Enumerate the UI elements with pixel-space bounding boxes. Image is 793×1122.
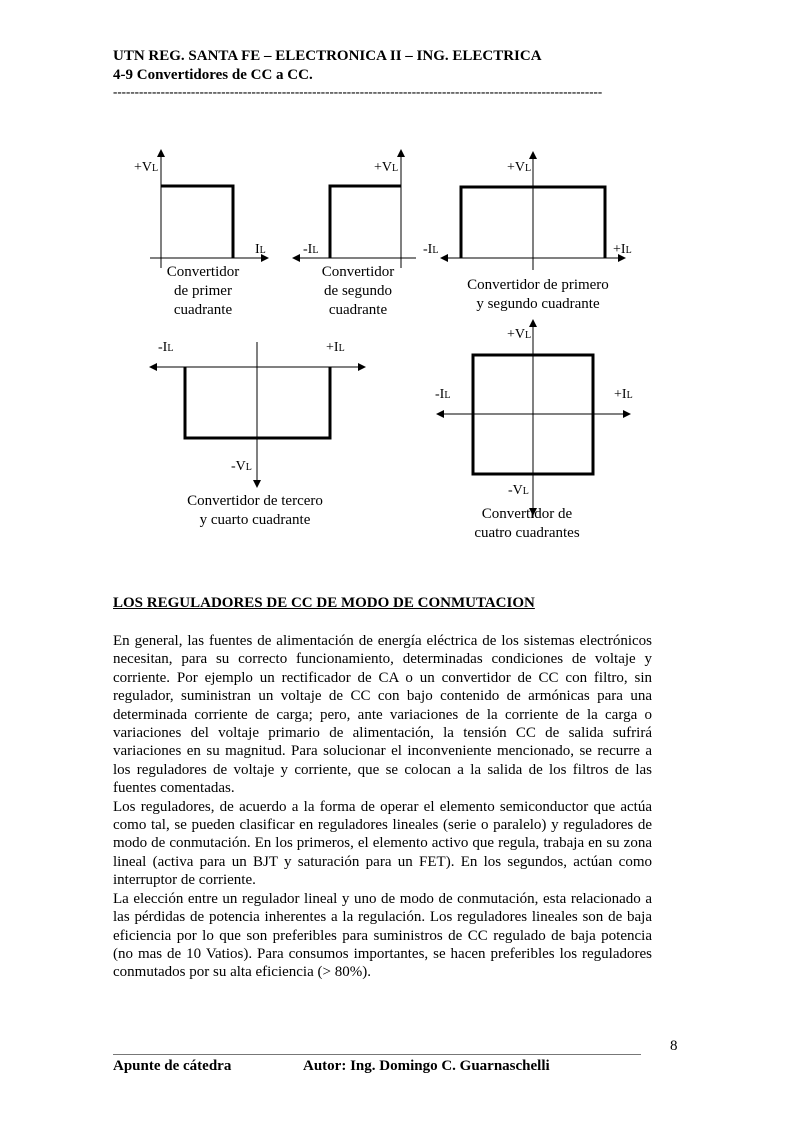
svg-text:-IL: -IL xyxy=(303,242,319,257)
svg-text:-VL: -VL xyxy=(508,483,529,498)
footer-course-notes: Apunte de cátedra xyxy=(113,1058,232,1074)
caption-four-quadrants: Convertidor de cuatro cuadrantes xyxy=(474,506,580,541)
svg-text:+VL: +VL xyxy=(134,160,159,175)
page-number: 8 xyxy=(670,1038,678,1054)
svg-text:+VL: +VL xyxy=(507,327,532,342)
caption-second-quadrant: Convertidor de segundo cuadrante xyxy=(321,264,395,318)
svg-text:+IL: +IL xyxy=(614,387,633,402)
diagram-third-fourth-quadrant xyxy=(150,340,365,487)
diagram-first-second-quadrant xyxy=(423,152,632,270)
caption-first-second-quadrant: Convertidor de primero y segundo cuadrante xyxy=(467,277,609,312)
diagram-second-quadrant xyxy=(293,150,416,268)
svg-text:+IL: +IL xyxy=(326,340,345,355)
section-body xyxy=(113,632,652,982)
document-header-title: UTN REG. SANTA FE – ELECTRONICA II – ING. ELECTRICA xyxy=(113,48,542,64)
paragraph: La elección entre un regulador lineal y uno de modo de conmutación, esta relacionado a las pérdidas de potencia inherentes a la regulación. Los reguladores lineales son de baja eficiencia por lo que son preferibles para suministros de CC regulado de baja potencia (no mas de 10 Vatios). Para consumos importantes, se hacen preferibles los reguladores conmutados por su alta eficiencia (> 80%). xyxy=(113,890,652,981)
footer-divider xyxy=(113,1054,641,1055)
caption-first-quadrant: Convertidor de primer cuadrante xyxy=(166,264,240,318)
diagram-first-quadrant xyxy=(134,150,268,268)
svg-text:+VL: +VL xyxy=(374,160,399,175)
svg-text:IL: IL xyxy=(255,242,266,257)
header-separator: ----------------------------------------------------------------------------------------------------------------- xyxy=(113,84,603,99)
svg-text:-IL: -IL xyxy=(423,242,439,257)
svg-text:+IL: +IL xyxy=(613,242,632,257)
paragraph: En general, las fuentes de alimentación de energía eléctrica de los sistemas electrónicos necesitan, para su correcto funcionamiento, determinadas condiciones de voltaje y corriente. Por ejemplo un rectificador de CA o un convertidor de CC con filtro, sin regulador, suministran un voltaje de CC con bajo contenido de armónicas para una determinada corriente de carga; pero, ante variaciones de la corriente de la carga o variaciones del voltaje primario de alimentación, la tensión CC de salida sufrirá variaciones en su magnitud. Para solucionar el inconveniente mencionado, se recurre a los reguladores de voltaje y corriente, que se colocan a la salida de los filtros de las fuentes comentadas. xyxy=(113,633,652,797)
svg-text:+VL: +VL xyxy=(507,160,532,175)
footer-author: Autor: Ing. Domingo C. Guarnaschelli xyxy=(303,1058,550,1074)
paragraph: Los reguladores, de acuerdo a la forma de operar el elemento semiconductor que actúa como tal, se pueden clasificar en reguladores lineales (serie o paralelo) y reguladores de modo de conmutación. En los primeros, el elemento activo que regula, trabaja en su zona lineal (activa para un BJT y saturación para un FET). En los segundos, actúan como interruptor de corriente. xyxy=(113,798,652,889)
svg-text:-IL: -IL xyxy=(435,387,451,402)
svg-text:-IL: -IL xyxy=(158,340,174,355)
document-header-subtitle: 4-9 Convertidores de CC a CC. xyxy=(113,67,313,83)
svg-text:-VL: -VL xyxy=(231,459,252,474)
diagram-four-quadrants xyxy=(435,320,633,518)
section-title: LOS REGULADORES DE CC DE MODO DE CONMUTACION xyxy=(113,595,535,611)
caption-third-fourth-quadrant: Convertidor de tercero y cuarto cuadrante xyxy=(187,493,323,528)
